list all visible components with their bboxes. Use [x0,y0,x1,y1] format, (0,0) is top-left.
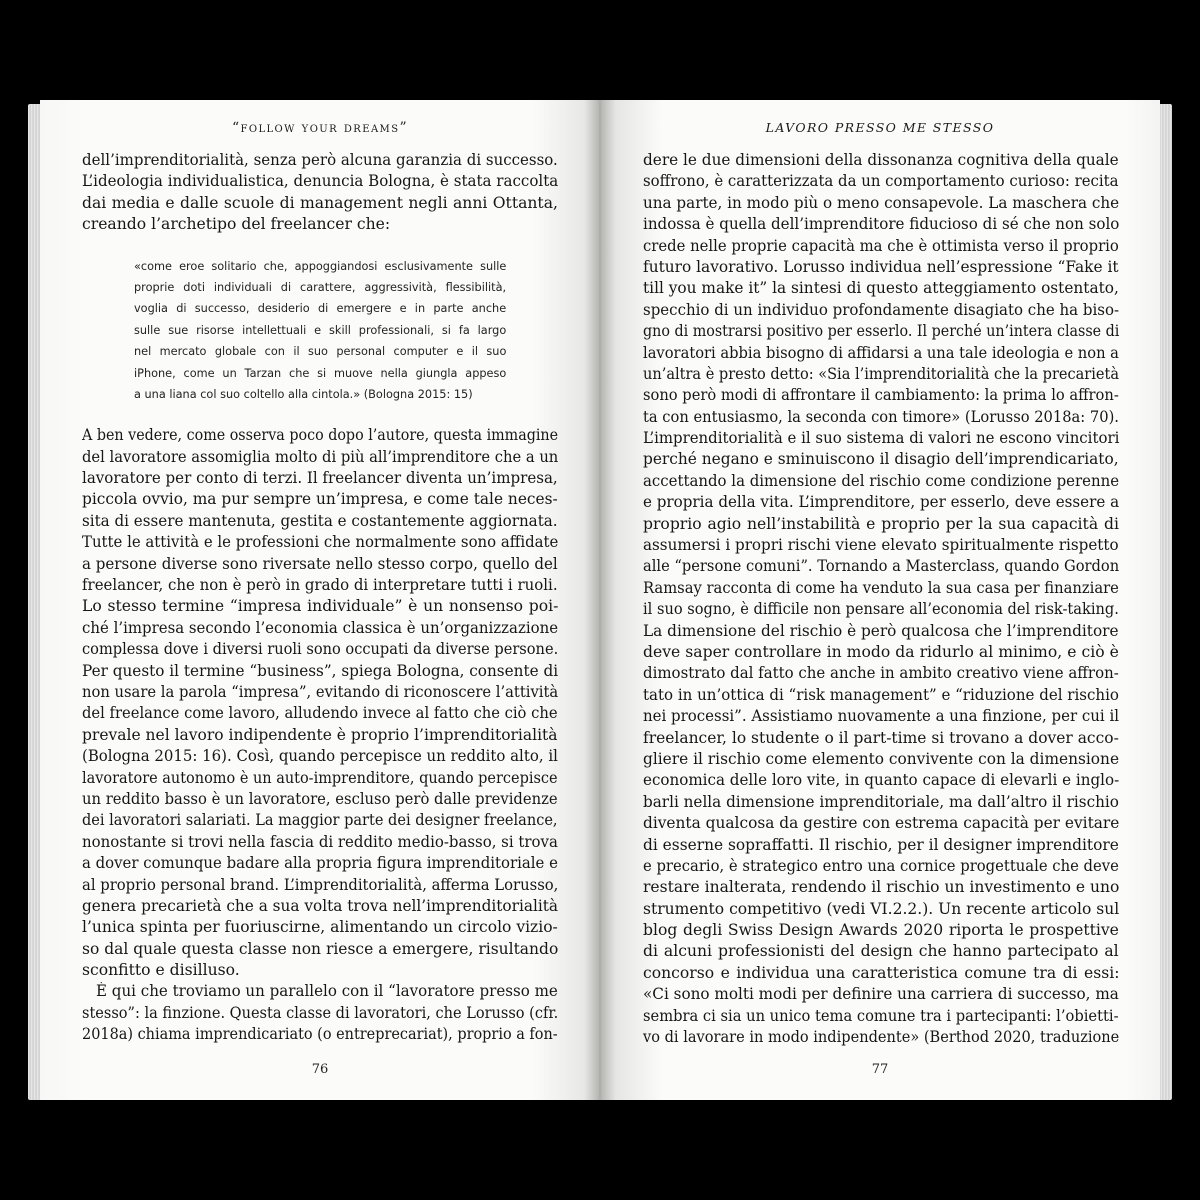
paragraph-1 [82,150,558,236]
text-line: barli nella dimensione imprenditoriale, ma dall’altro il rischio [643,792,1119,811]
text-line: gliere il rischio come elemento convivente con la dimensione [643,749,1120,768]
quote-line: iPhone, come un Tarzan che si muove nella giungla appeso [134,366,507,380]
text-line: «Ci sono molti modi per definire una carriera di successo, ma [643,985,1119,1004]
text-line: lavoratori abbia bisogno di affidarsi a una tale ideologia e non a [643,343,1119,362]
running-head-right: LAVORO PRESSO ME STESSO [765,120,995,135]
quote-line: voglia di successo, desiderio di emergere e in parte anche [134,302,507,316]
text-line: nonostante si trovi nella fascia di reddito medio-basso, si trova [82,832,558,851]
quote-line: a una liana col suo coltello alla cintola.» (Bologna 2015: 15) [134,387,473,401]
text-line: Lo stesso termine “impresa individuale” è un nonsenso poi- [82,597,559,616]
text-line: l’unica spinta per fuoriuscirne, alimentando un circolo vizio- [82,918,558,937]
text-line: di esserne sopraffatti. Il rischio, per il designer imprenditore [643,835,1119,854]
text-line: diventa qualcosa da gestire con estrema capacità per evitare [643,814,1120,833]
text-line: till you make it” la sintesi di questo atteggiamento ostentato, [643,279,1119,298]
running-head-left: “follow your dreams” [231,120,409,136]
text-line: soffrono, è caratterizzata da un comportamento curioso: recita [643,172,1119,191]
text-line: L’ideologia individualistica, denuncia Bologna, è stata raccolta [82,172,559,191]
text-line: stesso”: la finzione. Questa classe di lavoratori, che Lorusso (cfr. [82,1003,559,1022]
right-page [600,100,1160,1100]
text-line: blog degli Swiss Design Awards 2020 riporta le prospettive [643,921,1119,940]
quote-line: nel mercato globale con il suo personal computer e il suo [134,345,507,359]
text-line: un’altra è presto detto: «Sia l’imprenditorialità che la precarietà [643,364,1119,383]
paragraph-3 [82,981,558,1045]
text-line: del freelance come lavoro, alludendo invece al fatto che ciò che [82,704,558,723]
text-line: sconfitto e disilluso. [82,961,240,980]
page-number-right: 77 [871,1062,889,1077]
text-line: dei lavoratori salariati. La maggior parte dei designer freelance, [82,811,558,830]
text-line: dere le due dimensioni della dissonanza cognitiva della quale [643,151,1119,169]
text-line: lavoratore per conto di terzi. Il freelancer diventa un’impresa, [82,469,558,488]
text-line: alle “persone comuni”. Tornando a Masterclass, quando Gordon [643,557,1120,576]
text-line: una parte, in modo più o meno consapevole. La maschera che [643,193,1120,212]
text-line: Tutte le attività e le professioni che normalmente sono affidate [82,533,559,552]
left-page [40,100,600,1100]
text-line: Ramsay racconta di come ha venduto la sua casa per finanziare [643,578,1119,597]
text-line: ta con entusiasmo, la seconda con timore» (Lorusso 2018a: 70). [643,407,1119,426]
text-line: vo di lavorare in modo indipendente» (Berthod 2020, traduzione [643,1028,1120,1047]
quote-line: sulle sue risorse intellettuali e skill professionali, si fa largo [134,323,507,337]
text-line: a dover comunque badare alla propria figura imprenditoriale e [82,854,558,873]
text-line: creando l’archetipo del freelancer che: [82,215,391,234]
page-number-left: 76 [311,1062,329,1077]
text-line: genera precarietà che a sua volta trova nell’imprenditorialità [82,896,559,915]
text-line: gno di mostrarsi positivo per esserlo. Il perché un’intera classe di [643,322,1120,341]
text-line: concorso e individua una caratteristica comune tra di essi: [643,963,1120,982]
text-line: del lavoratore assomiglia molto di più all’imprenditore che a un [82,447,559,466]
right-page-body [643,150,1119,1048]
text-line: dai media e dalle scuole di management negli anni Ottanta, [82,193,558,212]
text-line: sita di essere mantenuta, gestita e costantemente aggiornata. [82,511,558,530]
text-line: il suo sogno, è difficile non pensare all’economia del risk-taking. [643,600,1119,619]
text-line: al proprio personal brand. L’imprenditorialità, afferma Lorusso, [82,875,559,894]
block-quote [134,256,506,406]
text-line: dimostrato dal fatto che anche in ambito creativo viene affron- [643,664,1119,683]
text-line: proprio agio nell’instabilità e proprio per la sua capacità di [643,514,1119,533]
text-line: accettando la dimensione del rischio come condizione perenne [643,471,1120,490]
text-line: sembra ci sia un unico tema comune tra i partecipanti: l’obietti- [643,1006,1119,1025]
text-line: e propria della vita. L’imprenditore, per esserlo, deve essere a [643,493,1120,512]
text-line: 2018a) chiama imprendicariato (o entreprecariat), proprio a fon- [82,1025,558,1044]
paragraph-2 [82,425,558,981]
text-line: assumersi i propri rischi viene elevato spiritualmente rispetto [643,536,1119,555]
text-line: piccola ovvio, ma pur sempre un’impresa, e come tale neces- [82,490,558,509]
text-line: non usare la parola “impresa”, evitando di riconoscere l’attività [82,682,559,701]
text-line: tato in un’ottica di “risk management” e “riduzione del rischio [643,685,1119,704]
text-line: sono però modi di affrontare il cambiamento: la prima lo affron- [643,386,1119,405]
text-line: di alcuni professionisti del design che hanno partecipato al [643,942,1119,961]
text-line: economica delle loro vite, in quanto capace di elevarli e inglo- [643,771,1120,790]
text-line: indossa è quella dell’imprenditore fiducioso di sé che non solo [643,215,1120,234]
text-line: so dal quale questa classe non riesce a emergere, risultando [82,939,559,958]
text-line: a persone diverse sono riversate nello stesso corpo, quello del [82,554,558,573]
text-line: lavoratore autonomo è un auto-imprenditore, quando percepisce [82,768,558,787]
text-line: Per questo il termine “business”, spiega Bologna, consente di [82,661,559,680]
left-page-body [82,150,558,1046]
quote-line: «come eroe solitario che, appoggiandosi esclusivamente sulle [134,259,507,273]
text-line: futuro lavorativo. Lorusso individua nell’espressione “Fake it [643,257,1119,276]
text-line: ché l’impresa secondo l’economia classica è un’organizzazione [82,618,559,637]
text-line: restare inalterata, rendendo il rischio un investimento e uno [643,878,1120,897]
text-line: È qui che troviamo un parallelo con il “lavoratore presso me [96,982,558,1001]
text-line: crede nelle proprie capacità ma che è ottimista verso il proprio [643,236,1119,255]
text-line: A ben vedere, come osserva poco dopo l’autore, questa immagine [82,426,559,445]
text-line: La dimensione del rischio è però qualcosa che l’imprenditore [643,621,1119,640]
text-line: freelancer, lo studente o il part-time si trovano a dover acco- [643,728,1119,747]
text-line: freelancer, che non è però in grado di interpretare tutti i ruoli. [82,576,558,595]
text-line: un reddito basso è un lavoratore, escluso però dalle previdenze [82,789,558,808]
text-line: prevale nel lavoro indipendente è proprio l’imprenditorialità [82,725,558,744]
text-line: specchio di un individuo profondamente disagiato che ha biso- [643,300,1120,319]
text-line: e precario, è strategico entro una cornice progettuale che deve [643,856,1119,875]
text-line: complessa dove i diversi ruoli sono occupati da diverse persone. [82,640,559,659]
text-line: (Bologna 2015: 16). Così, quando percepisce un reddito alto, il [82,747,558,766]
text-line: deve saper controllare in modo da ridurlo al minimo, e ciò è [643,642,1119,661]
text-line: nei processi”. Assistiamo nuovamente a una finzione, per cui il [643,707,1120,726]
text-line: strumento competitivo (vedi VI.2.2.). Un recente articolo sul [643,899,1120,918]
text-line: L’imprenditorialità e il suo sistema di valori ne escono vincitori [643,429,1120,448]
quote-line: proprie doti individuali di carattere, aggressività, flessibilità, [134,280,507,294]
text-line: perché negano e sminuiscono il disagio dell’imprendicariato, [643,450,1119,469]
text-line: dell’imprenditorialità, senza però alcuna garanzia di successo. [82,151,558,169]
